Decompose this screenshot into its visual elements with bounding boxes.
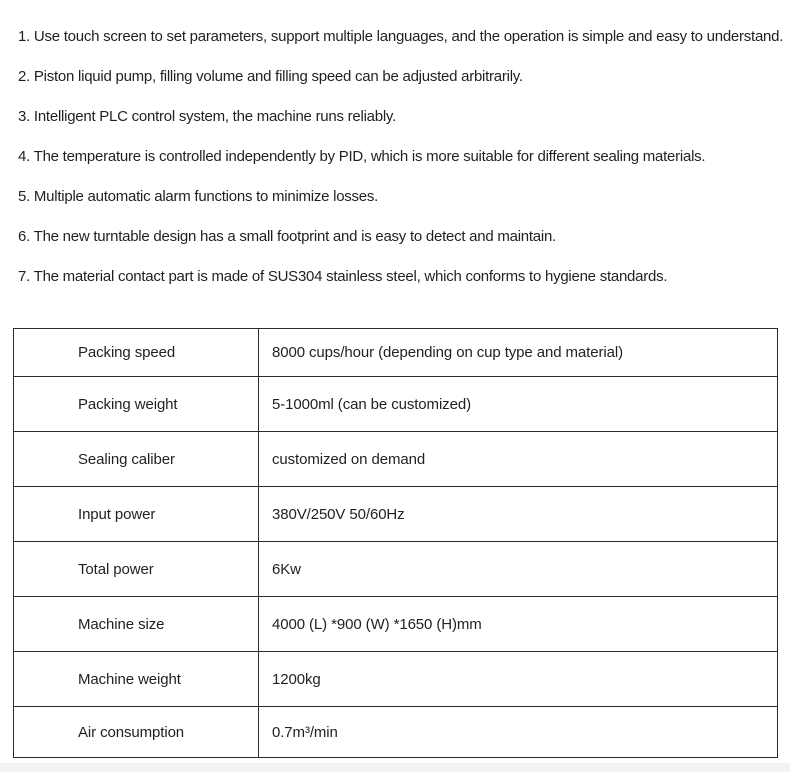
feature-item-2: 2. Piston liquid pump, filling volume and filling speed can be adjusted arbitrarily. <box>18 67 523 85</box>
spec-value: 1200kg <box>259 652 778 707</box>
spec-value: 5-1000ml (can be customized) <box>259 377 778 432</box>
spec-value: 4000 (L) *900 (W) *1650 (H)mm <box>259 597 778 652</box>
table-row <box>14 597 778 652</box>
feature-item-6: 6. The new turntable design has a small footprint and is easy to detect and maintain. <box>18 227 556 245</box>
spec-label: Input power <box>14 487 259 542</box>
spec-value: 8000 cups/hour (depending on cup type and material) <box>259 329 778 377</box>
feature-item-3: 3. Intelligent PLC control system, the machine runs reliably. <box>18 107 396 125</box>
specs-table <box>13 328 778 758</box>
table-row <box>14 377 778 432</box>
spec-label: Machine size <box>14 597 259 652</box>
feature-item-7: 7. The material contact part is made of SUS304 stainless steel, which conforms to hygiene standards. <box>18 267 668 285</box>
feature-list <box>0 0 790 296</box>
spec-value: customized on demand <box>259 432 778 487</box>
spec-value: 0.7m³/min <box>259 707 778 758</box>
feature-item-5: 5. Multiple automatic alarm functions to minimize losses. <box>18 187 379 205</box>
table-row <box>14 487 778 542</box>
table-row <box>14 329 778 377</box>
table-row <box>14 652 778 707</box>
footer-strip <box>0 763 790 772</box>
table-row <box>14 542 778 597</box>
table-row <box>14 707 778 758</box>
spec-label: Packing speed <box>14 329 259 377</box>
spec-value: 380V/250V 50/60Hz <box>259 487 778 542</box>
spec-label: Sealing caliber <box>14 432 259 487</box>
feature-item-4: 4. The temperature is controlled independently by PID, which is more suitable for different sealing materials. <box>18 147 706 165</box>
spec-label: Packing weight <box>14 377 259 432</box>
spec-label: Total power <box>14 542 259 597</box>
spec-label: Air consumption <box>14 707 259 758</box>
spec-value: 6Kw <box>259 542 778 597</box>
spec-label: Machine weight <box>14 652 259 707</box>
feature-item-1: 1. Use touch screen to set parameters, support multiple languages, and the operation is simple and easy to understand. <box>18 27 784 45</box>
table-row <box>14 432 778 487</box>
